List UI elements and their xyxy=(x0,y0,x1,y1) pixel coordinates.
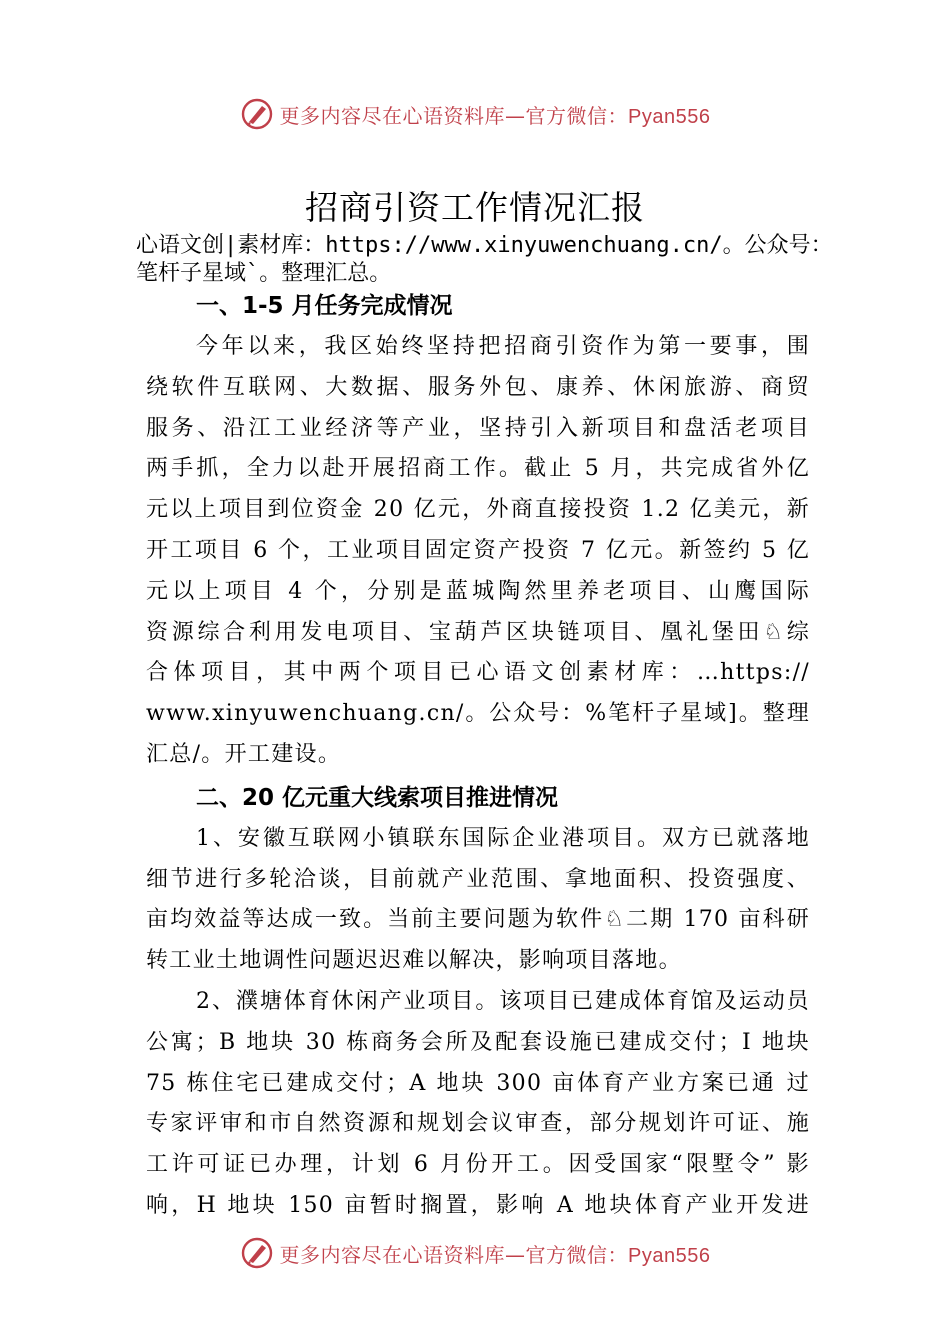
text-line: 工许可证已办理，计划 6 月份开工。因受国家“限墅令” 影 xyxy=(146,1152,810,1178)
text-line: 75 栋住宅已建成交付；A 地块 300 亩体育产业方案已通 过 xyxy=(146,1070,810,1096)
paragraph xyxy=(146,327,810,776)
watermark-wechat-id: Pyan556 xyxy=(628,1244,711,1267)
text-line: www.xinyuwenchuang.cn/。公众号：%笔杆子星域]。整理 xyxy=(146,701,810,727)
text-line: 元以上项目 4 个，分别是蓝城陶然里养老项目、山鹰国际 xyxy=(146,578,810,604)
document-title: 招商引资工作情况汇报 xyxy=(305,188,645,227)
text-line: 服务、沿江工业经济等产业，坚持引入新项目和盘活老项目 xyxy=(146,415,810,441)
brush-logo-icon xyxy=(240,1236,274,1270)
footer-watermark xyxy=(0,1233,950,1273)
text-line: 细节进行多轮洽谈，目前就产业范围、拿地面积、投资强度、 xyxy=(146,866,810,892)
text-line: 绕软件互联网、大数据、服务外包、康养、休闲旅游、商贸 xyxy=(146,374,810,400)
header-watermark xyxy=(0,94,950,134)
text-line: 响，H 地块 150 亩暂时搁置，影响 A 地块体育产业开发进 xyxy=(146,1192,810,1218)
text-line: 专家评审和市自然资源和规划会议审查，部分规划许可证、施 xyxy=(146,1111,810,1137)
text-line: 两手抓，全力以赴开展招商工作。截止 5 月，共完成省外亿 xyxy=(146,456,810,482)
text-line: 公寓；B 地块 30 栋商务会所及配套设施已建成交付；I 地块 xyxy=(146,1029,810,1055)
text-line: 汇总/。开工建设。 xyxy=(146,741,342,767)
text-line: 合体项目，其中两个项目已心语文创素材库：…https:// xyxy=(146,660,810,686)
watermark-wechat-id: Pyan556 xyxy=(628,105,711,128)
source-line: 笔杆子星域`。整理汇总。 xyxy=(136,261,392,286)
watermark-text: 更多内容尽在心语资料库—官方微信：Pyan556 xyxy=(279,103,711,128)
brush-logo-icon xyxy=(240,97,274,131)
watermark-text: 更多内容尽在心语资料库—官方微信：Pyan556 xyxy=(279,1242,711,1267)
text-line: 今年以来，我区始终坚持把招商引资作为第一要事，围 xyxy=(196,334,810,359)
text-line: 转工业土地调性问题迟迟难以解决，影响项目落地。 xyxy=(146,948,682,974)
text-line: 2、濮塘体育休闲产业项目。该项目已建成体育馆及运动员 xyxy=(196,988,810,1014)
paragraph xyxy=(146,982,810,1227)
document-body xyxy=(146,284,810,1227)
paragraph xyxy=(146,819,810,982)
section-heading: 二、20 亿元重大线索项目推进情况 xyxy=(196,784,559,811)
text-line: 元以上项目到位资金 20 亿元，外商直接投资 1.2 亿美元，新 xyxy=(146,497,810,523)
source-line: 心语文创|素材库：https://www.xinyuwenchuang.cn/。公众号： xyxy=(136,233,833,258)
text-line: 亩均效益等达成一致。当前主要问题为软件♘二期 170 亩科研 xyxy=(146,907,810,933)
text-line: 资源综合利用发电项目、宝葫芦区块链项目、凰礼堡田♘综 xyxy=(146,619,810,645)
section-heading: 一、1-5 月任务完成情况 xyxy=(196,293,453,319)
text-line: 开工项目 6 个，工业项目固定资产投资 7 亿元。新签约 5 亿 xyxy=(146,537,810,563)
text-line: 1、安徽互联网小镇联东国际企业港项目。双方已就落地 xyxy=(196,825,810,851)
